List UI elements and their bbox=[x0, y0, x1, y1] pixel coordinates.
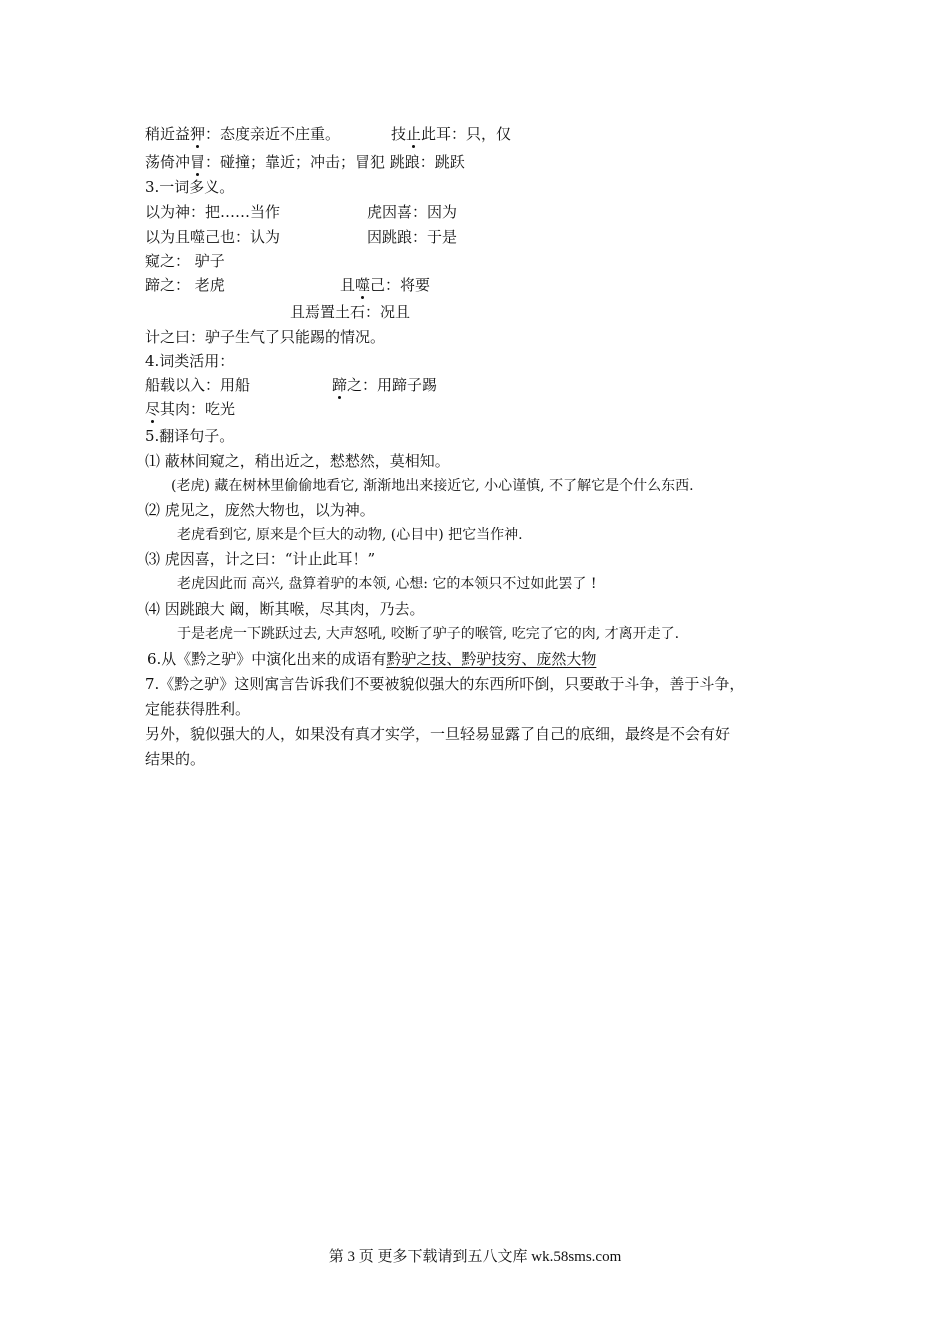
idioms-prefix: 6.从《黔之驴》中演化出来的成语有 bbox=[147, 650, 387, 668]
conversion-item bbox=[332, 375, 437, 395]
section-heading-translation: 5.翻译句子。 bbox=[145, 427, 235, 445]
translation-question-3: ⑶ 虎因喜，计之曰：“计止此耳！” bbox=[145, 550, 376, 568]
polysemy-row-6: 计之曰：驴子生气了只能踢的情况。 bbox=[145, 328, 386, 346]
moral-line-2: 定能获得胜利。 bbox=[145, 700, 251, 718]
moral-line-3: 另外，貌似强大的人，如果没有真才实学，一旦轻易显露了自己的底细，最终是不会有好 bbox=[145, 725, 731, 743]
conversion-text: 之：用蹄子踢 bbox=[347, 376, 438, 394]
idioms-answer: 黔驴之技、黔驴技穷、庞然大物 bbox=[386, 650, 597, 668]
translation-question-1: ⑴ 蔽林间窥之，稍出近之，慭慭然，莫相知。 bbox=[145, 452, 450, 470]
translation-answer-4: 于是老虎一下跳跃过去, 大声怒吼, 咬断了驴子的喉管, 吃完了它的肉, 才离开走了. bbox=[177, 626, 680, 642]
translation-question-4: ⑷ 因跳踉大 阚，断其喉，尽其肉，乃去。 bbox=[145, 600, 425, 618]
vocab-text: ：碰撞；靠近；冲击；冒犯 跳踉：跳跃 bbox=[205, 153, 465, 171]
dotted-char: 狎 bbox=[190, 125, 206, 143]
page-footer: 第 3 页 更多下载请到五八文库 wk.58sms.com bbox=[328, 1249, 622, 1265]
vocab-text: 稍近益 bbox=[145, 125, 191, 143]
vocab-line-2 bbox=[145, 152, 465, 172]
translation-question-2: ⑵ 虎见之，庞然大物也，以为神。 bbox=[145, 501, 375, 519]
conversion-item: 船载以入：用船 bbox=[145, 376, 251, 394]
section-heading-polysemy: 3.一词多义。 bbox=[145, 178, 235, 196]
translation-answer-3: 老虎因此而 高兴, 盘算着驴的本领, 心想: 它的本领只不过如此罢了 ! bbox=[177, 576, 597, 592]
conversion-text: 其肉：吃光 bbox=[160, 400, 236, 418]
translation-answer-1: (老虎) 藏在树林里偷偷地看它, 渐渐地出来接近它, 小心谨慎, 不了解它是个什么东西. bbox=[171, 478, 694, 494]
dotted-char: 蹄 bbox=[332, 376, 348, 394]
polysemy-text: 己：将要 bbox=[370, 276, 431, 294]
polysemy-item: 虎因喜：因为 bbox=[367, 203, 458, 221]
polysemy-row-5: 且焉置土石：况且 bbox=[290, 303, 411, 321]
vocab-item-zhi bbox=[391, 124, 511, 144]
moral-line-4: 结果的。 bbox=[145, 750, 206, 768]
dotted-char: 止 bbox=[406, 125, 422, 143]
dotted-char: 冒 bbox=[190, 153, 206, 171]
section-heading-conversion: 4.词类活用： bbox=[145, 352, 235, 370]
vocab-text: 此耳：只，仅 bbox=[421, 125, 512, 143]
idioms-line bbox=[147, 649, 596, 669]
polysemy-row-3: 窥之： 驴子 bbox=[145, 252, 225, 270]
vocab-text: ：态度亲近不庄重。 bbox=[205, 125, 341, 143]
polysemy-item bbox=[340, 275, 430, 295]
polysemy-item: 蹄之： 老虎 bbox=[145, 276, 225, 294]
vocab-item-xia bbox=[145, 124, 340, 144]
dotted-char: 尽 bbox=[145, 400, 161, 418]
polysemy-item: 以为神：把……当作 bbox=[145, 203, 281, 221]
conversion-row-2 bbox=[145, 399, 235, 419]
polysemy-text: 且 bbox=[340, 276, 356, 294]
translation-answer-2: 老虎看到它, 原来是个巨大的动物, (心目中) 把它当作神. bbox=[177, 527, 523, 543]
vocab-text: 技 bbox=[391, 125, 407, 143]
moral-line-1: 7.《黔之驴》这则寓言告诉我们不要被貌似强大的东西所吓倒，只要敢于斗争，善于斗争， bbox=[145, 675, 745, 693]
polysemy-item: 因跳踉：于是 bbox=[367, 228, 458, 246]
polysemy-item: 以为且噬己也：认为 bbox=[145, 228, 281, 246]
dotted-char: 噬 bbox=[355, 276, 371, 294]
vocab-text: 荡倚冲 bbox=[145, 153, 191, 171]
